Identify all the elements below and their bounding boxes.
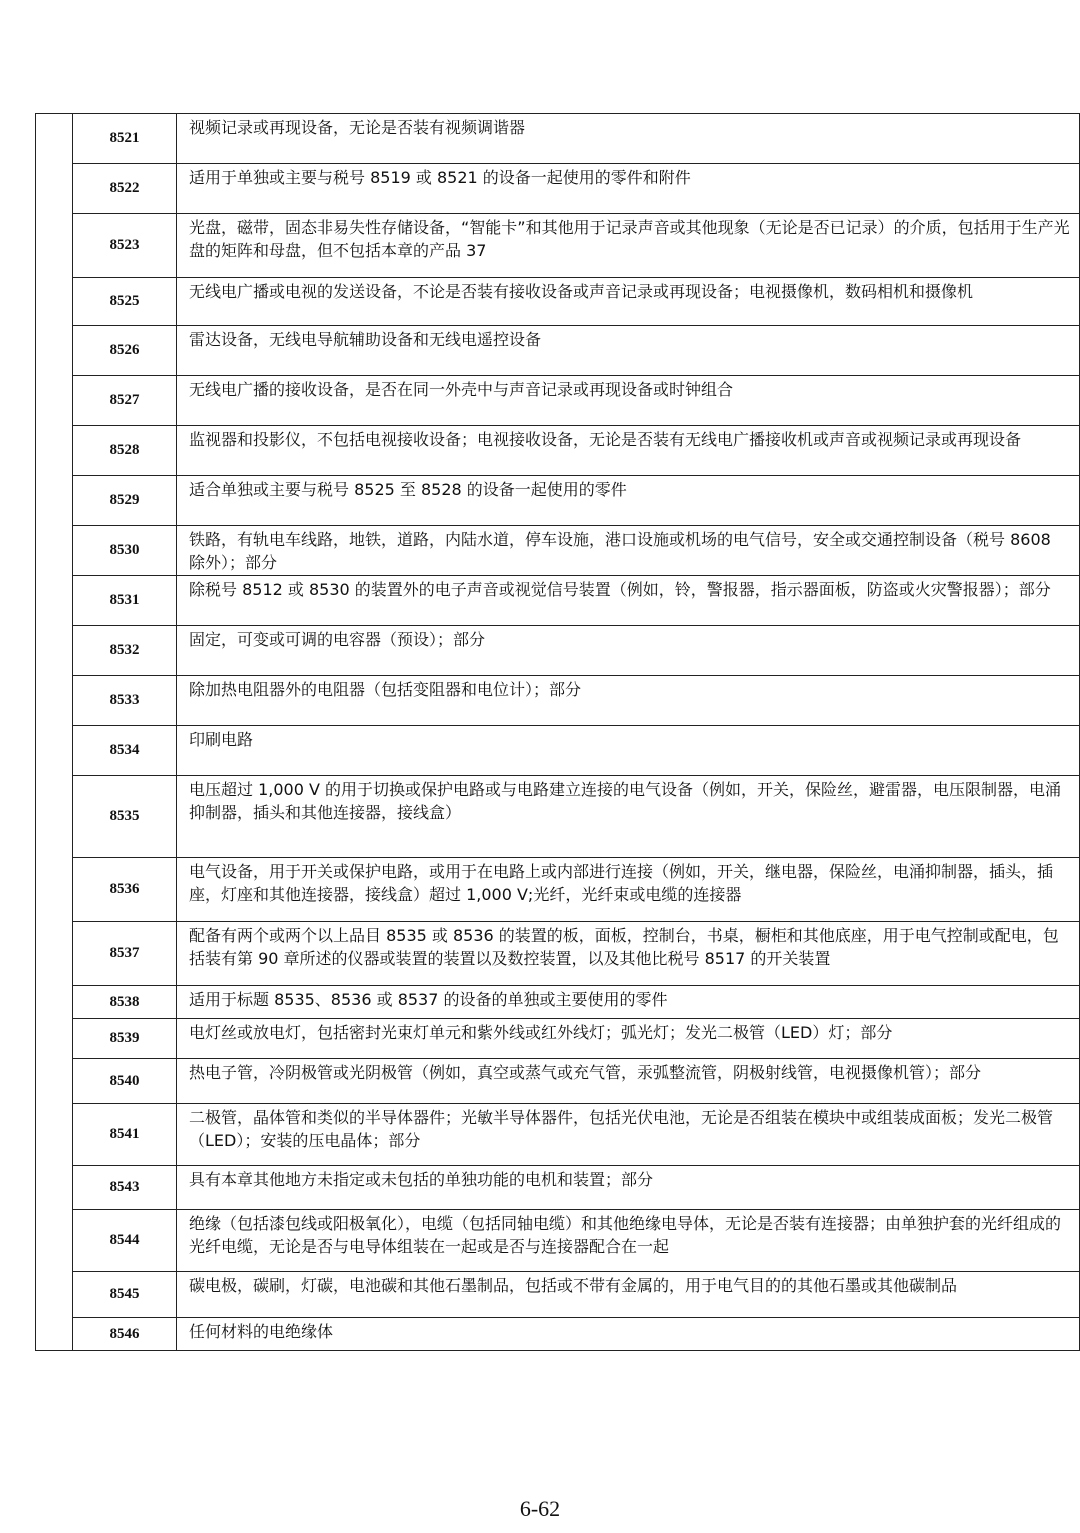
hs-code-cell: 8539 bbox=[73, 1019, 177, 1059]
table-row bbox=[36, 626, 1080, 676]
description-cell bbox=[177, 1104, 1080, 1166]
table-row bbox=[36, 164, 1080, 214]
table-row bbox=[36, 476, 1080, 526]
tariff-code-table bbox=[35, 113, 1080, 1351]
hs-code-cell: 8533 bbox=[73, 676, 177, 726]
description-text: 除税号 8512 或 8530 的装置外的电子声音或视觉信号装置（例如，铃，警报器，指示器面板，防盗或火灾警报器）；部分 bbox=[189, 580, 1051, 599]
hs-code-cell: 8544 bbox=[73, 1210, 177, 1272]
description-text: 碳电极，碳刷，灯碳，电池碳和其他石墨制品，包括或不带有金属的，用于电气目的的其他石墨或其他碳制品 bbox=[189, 1276, 958, 1295]
description-cell bbox=[177, 858, 1080, 922]
description-cell bbox=[177, 278, 1080, 326]
table-row bbox=[36, 1059, 1080, 1104]
description-text: 适用于单独或主要与税号 8519 或 8521 的设备一起使用的零件和附件 bbox=[189, 168, 691, 187]
hs-code-cell: 8534 bbox=[73, 726, 177, 776]
hs-code-cell: 8532 bbox=[73, 626, 177, 676]
hs-code-cell: 8526 bbox=[73, 326, 177, 376]
description-cell bbox=[177, 626, 1080, 676]
description-text: 适用于标题 8535、8536 或 8537 的设备的单独或主要使用的零件 bbox=[189, 990, 668, 1009]
description-text: 监视器和投影仪，不包括电视接收设备；电视接收设备，无论是否装有无线电广播接收机或声音或视频记录或再现设备 bbox=[189, 430, 1022, 449]
hs-code-cell: 8522 bbox=[73, 164, 177, 214]
hs-code-cell: 8540 bbox=[73, 1059, 177, 1104]
description-cell bbox=[177, 1318, 1080, 1351]
table-row bbox=[36, 426, 1080, 476]
hs-code-cell: 8531 bbox=[73, 576, 177, 626]
hs-code-cell: 8537 bbox=[73, 922, 177, 986]
table-row bbox=[36, 526, 1080, 576]
table-row bbox=[36, 214, 1080, 278]
description-text: 配备有两个或两个以上品目 8535 或 8536 的装置的板，面板，控制台，书桌，橱柜和其他底座，用于电气控制或配电，包括装有第 90 章所述的仪器或装置的装置以及数控装置，以及其他比税号 8517 的开关装置 bbox=[189, 926, 1059, 968]
table-row bbox=[36, 1166, 1080, 1210]
table-row bbox=[36, 376, 1080, 426]
hs-code-cell: 8538 bbox=[73, 986, 177, 1019]
table-row bbox=[36, 922, 1080, 986]
description-cell bbox=[177, 676, 1080, 726]
table-row bbox=[36, 1210, 1080, 1272]
hs-code-cell: 8528 bbox=[73, 426, 177, 476]
description-text: 除加热电阻器外的电阻器（包括变阻器和电位计）；部分 bbox=[189, 680, 582, 699]
description-cell bbox=[177, 1166, 1080, 1210]
hs-code-cell: 8525 bbox=[73, 278, 177, 326]
description-text: 适合单独或主要与税号 8525 至 8528 的设备一起使用的零件 bbox=[189, 480, 627, 499]
hs-code-cell: 8541 bbox=[73, 1104, 177, 1166]
description-text: 固定，可变或可调的电容器（预设）；部分 bbox=[189, 630, 486, 649]
table-row bbox=[36, 278, 1080, 326]
table-row bbox=[36, 1019, 1080, 1059]
description-cell bbox=[177, 1019, 1080, 1059]
description-text: 视频记录或再现设备，无论是否装有视频调谐器 bbox=[189, 118, 526, 137]
description-text: 雷达设备，无线电导航辅助设备和无线电遥控设备 bbox=[189, 330, 542, 349]
table-row bbox=[36, 114, 1080, 164]
description-cell bbox=[177, 114, 1080, 164]
description-cell bbox=[177, 576, 1080, 626]
description-text: 电压超过 1,000 V 的用于切换或保护电路或与电路建立连接的电气设备（例如，开关，保险丝，避雷器，电压限制器，电涌抑制器，插头和其他连接器，接线盒） bbox=[189, 780, 1062, 822]
description-cell bbox=[177, 164, 1080, 214]
table-row bbox=[36, 676, 1080, 726]
description-cell bbox=[177, 214, 1080, 278]
description-text: 电灯丝或放电灯，包括密封光束灯单元和紫外线或红外线灯；弧光灯；发光二极管（LED）灯；部分 bbox=[189, 1023, 893, 1042]
table-row bbox=[36, 326, 1080, 376]
hs-code-cell: 8536 bbox=[73, 858, 177, 922]
table-row bbox=[36, 986, 1080, 1019]
table-row bbox=[36, 576, 1080, 626]
description-text: 电气设备，用于开关或保护电路，或用于在电路上或内部进行连接（例如，开关，继电器，保险丝，电涌抑制器，插头，插座，灯座和其他连接器，接线盒）超过 1,000 V;光纤，光纤束或电缆的连接器 bbox=[189, 862, 1054, 904]
page-number: 6-62 bbox=[519, 1496, 561, 1521]
hs-code-cell: 8527 bbox=[73, 376, 177, 426]
description-cell bbox=[177, 376, 1080, 426]
hs-code-cell: 8523 bbox=[73, 214, 177, 278]
description-cell bbox=[177, 476, 1080, 526]
hs-code-cell: 8529 bbox=[73, 476, 177, 526]
description-cell bbox=[177, 776, 1080, 858]
hs-code-cell: 8535 bbox=[73, 776, 177, 858]
description-text: 光盘，磁带，固态非易失性存储设备，“智能卡”和其他用于记录声音或其他现象（无论是否已记录）的介质，包括用于生产光盘的矩阵和母盘，但不包括本章的产品 37 bbox=[189, 218, 1070, 260]
description-cell bbox=[177, 1059, 1080, 1104]
table-body bbox=[36, 114, 1080, 1351]
description-text: 热电子管，冷阴极管或光阴极管（例如，真空或蒸气或充气管，汞弧整流管，阴极射线管，电视摄像机管）；部分 bbox=[189, 1063, 982, 1082]
hs-code-cell: 8521 bbox=[73, 114, 177, 164]
table-row bbox=[36, 726, 1080, 776]
description-text: 无线电广播或电视的发送设备，不论是否装有接收设备或声音记录或再现设备；电视摄像机，数码相机和摄像机 bbox=[189, 282, 974, 301]
hs-code-cell: 8530 bbox=[73, 526, 177, 576]
description-text: 无线电广播的接收设备，是否在同一外壳中与声音记录或再现设备或时钟组合 bbox=[189, 380, 734, 399]
table-row bbox=[36, 776, 1080, 858]
blank-column-cell bbox=[36, 114, 73, 1351]
description-text: 铁路，有轨电车线路，地铁，道路，内陆水道，停车设施，港口设施或机场的电气信号，安全或交通控制设备（税号 8608 除外）；部分 bbox=[189, 530, 1051, 572]
description-cell bbox=[177, 1272, 1080, 1318]
table-row bbox=[36, 1272, 1080, 1318]
table-row bbox=[36, 858, 1080, 922]
hs-code-cell: 8545 bbox=[73, 1272, 177, 1318]
description-cell bbox=[177, 922, 1080, 986]
description-cell bbox=[177, 726, 1080, 776]
description-cell bbox=[177, 326, 1080, 376]
table-row bbox=[36, 1318, 1080, 1351]
description-cell bbox=[177, 526, 1080, 576]
description-text: 绝缘（包括漆包线或阳极氧化），电缆（包括同轴电缆）和其他绝缘电导体，无论是否装有连接器；由单独护套的光纤组成的光纤电缆，无论是否与电导体组装在一起或是否与连接器配合在一起 bbox=[189, 1214, 1062, 1256]
table-row bbox=[36, 1104, 1080, 1166]
description-text: 任何材料的电绝缘体 bbox=[189, 1322, 334, 1341]
description-text: 二极管，晶体管和类似的半导体器件；光敏半导体器件，包括光伏电池，无论是否组装在模块中或组装成面板；发光二极管（LED）；安装的压电晶体；部分 bbox=[189, 1108, 1054, 1150]
description-text: 具有本章其他地方未指定或未包括的单独功能的电机和装置；部分 bbox=[189, 1170, 654, 1189]
hs-code-cell: 8546 bbox=[73, 1318, 177, 1351]
description-cell bbox=[177, 426, 1080, 476]
description-cell bbox=[177, 1210, 1080, 1272]
description-text: 印刷电路 bbox=[189, 730, 254, 749]
description-cell bbox=[177, 986, 1080, 1019]
hs-code-cell: 8543 bbox=[73, 1166, 177, 1210]
